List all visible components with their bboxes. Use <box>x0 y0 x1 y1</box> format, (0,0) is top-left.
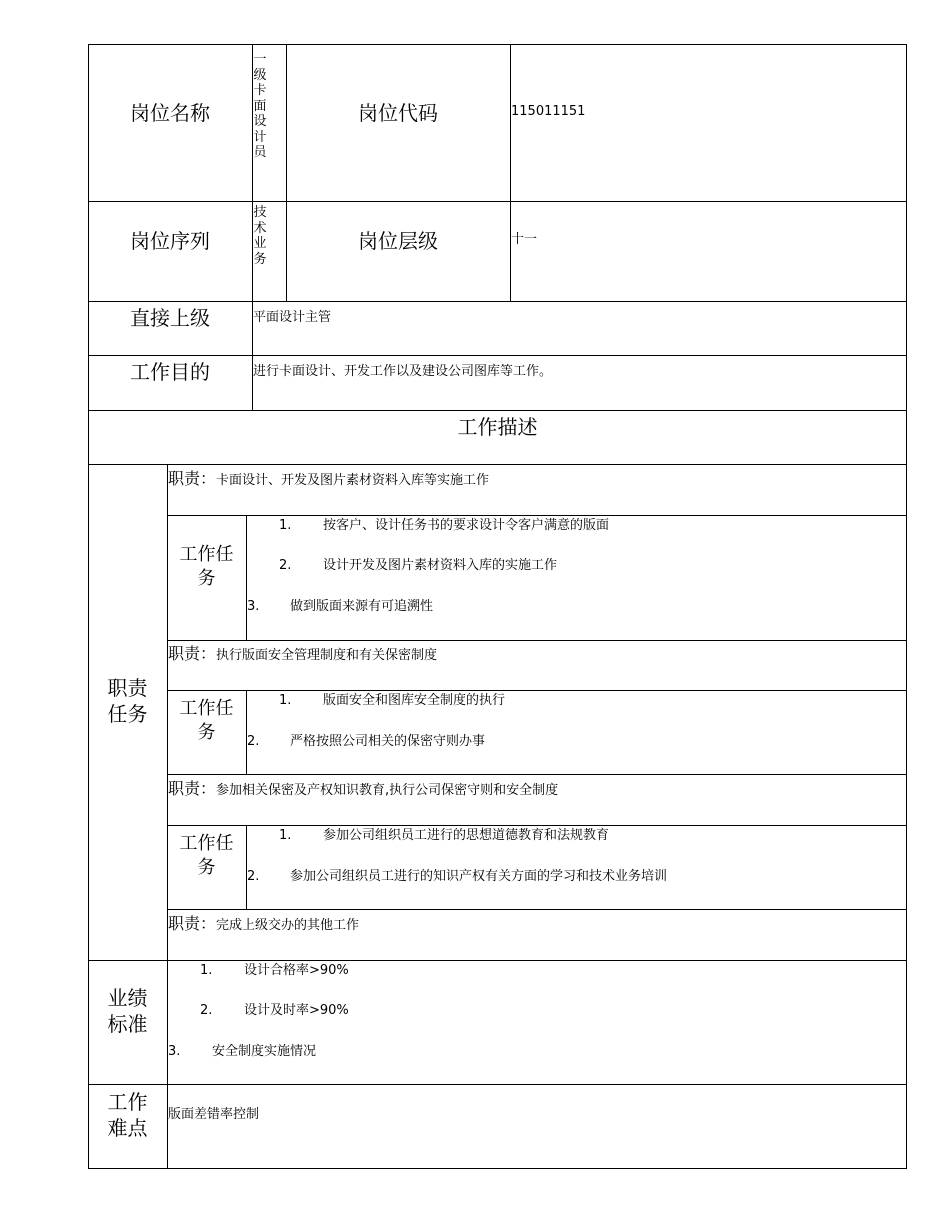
row-divider <box>88 1084 907 1085</box>
table-border-right <box>906 44 907 1169</box>
difficulty-value: 版面差错率控制 <box>168 1107 260 1122</box>
duty-title <box>168 781 558 799</box>
position-series-value: 技术业务 <box>253 205 267 267</box>
performance-item <box>200 1003 349 1019</box>
task-text: 参加公司组织员工进行的思想道德教育和法规教育 <box>323 828 610 843</box>
duty-prefix: 职责： <box>168 469 217 488</box>
position-name-label: 岗位名称 <box>130 101 210 125</box>
position-series-label: 岗位序列 <box>130 229 210 253</box>
performance-text: 设计及时率>90% <box>244 1003 349 1018</box>
purpose-value: 进行卡面设计、开发工作以及建设公司图库等工作。 <box>253 364 553 379</box>
row-divider <box>167 515 907 516</box>
performance-num: 1. <box>200 963 213 978</box>
position-level-label: 岗位层级 <box>358 229 438 253</box>
task-label: 工作任务 <box>179 833 234 878</box>
duty-text: 执行版面安全管理制度和有关保密制度 <box>216 648 438 663</box>
task-num: 2. <box>247 734 260 749</box>
position-code-value: 115011151 <box>511 104 586 119</box>
row-divider <box>167 640 907 641</box>
task-text: 做到版面来源有可追溯性 <box>290 599 434 614</box>
supervisor-value: 平面设计主管 <box>253 310 332 325</box>
duty-text: 卡面设计、开发及图片素材资料入库等实施工作 <box>216 473 490 488</box>
task-item <box>247 599 433 615</box>
row-divider <box>167 825 907 826</box>
task-item <box>279 518 609 534</box>
task-item <box>247 869 667 885</box>
performance-item <box>200 963 349 979</box>
col-divider <box>286 44 287 301</box>
duties-label: 职责任务 <box>107 676 148 726</box>
performance-label: 业绩标准 <box>107 986 148 1036</box>
position-code-label: 岗位代码 <box>358 101 438 125</box>
position-name-value: 一级卡面设计员 <box>253 52 267 160</box>
task-item <box>279 828 609 844</box>
task-label: 工作任务 <box>179 698 234 743</box>
col-divider <box>246 515 247 640</box>
task-label: 工作任务 <box>179 544 234 589</box>
section-title: 工作描述 <box>457 415 538 439</box>
col-divider <box>246 825 247 909</box>
duty-title <box>168 471 489 489</box>
task-text: 按客户、设计任务书的要求设计令客户满意的版面 <box>323 518 610 533</box>
duty-prefix: 职责： <box>168 779 217 798</box>
duty-text: 完成上级交办的其他工作 <box>216 918 360 933</box>
duty-text: 参加相关保密及产权知识教育,执行公司保密守则和安全制度 <box>216 783 559 798</box>
row-divider <box>167 690 907 691</box>
col-divider <box>246 690 247 774</box>
performance-item <box>168 1044 316 1060</box>
task-text: 严格按照公司相关的保密守则办事 <box>290 734 486 749</box>
row-divider <box>88 464 907 465</box>
task-item <box>247 734 485 750</box>
task-text: 参加公司组织员工进行的知识产权有关方面的学习和技术业务培训 <box>290 869 668 884</box>
task-num: 3. <box>247 599 260 614</box>
task-item <box>279 558 557 574</box>
performance-text: 安全制度实施情况 <box>212 1044 317 1059</box>
row-divider <box>167 909 907 910</box>
task-item <box>279 693 505 709</box>
task-num: 1. <box>279 518 292 533</box>
performance-text: 设计合格率>90% <box>244 963 349 978</box>
performance-num: 2. <box>200 1003 213 1018</box>
difficulty-label: 工作难点 <box>107 1090 148 1140</box>
task-num: 2. <box>279 558 292 573</box>
row-divider <box>88 960 907 961</box>
purpose-label: 工作目的 <box>130 360 210 384</box>
duty-title <box>168 646 437 664</box>
position-level-value: 十一 <box>511 232 538 247</box>
row-divider <box>88 201 907 202</box>
task-num: 1. <box>279 828 292 843</box>
supervisor-label: 直接上级 <box>130 306 210 330</box>
row-divider <box>88 301 907 302</box>
table-border-top <box>88 44 907 45</box>
task-num: 1. <box>279 693 292 708</box>
performance-num: 3. <box>168 1044 181 1059</box>
duty-prefix: 职责： <box>168 644 217 663</box>
col-divider <box>510 44 511 301</box>
task-text: 设计开发及图片素材资料入库的实施工作 <box>323 558 558 573</box>
row-divider <box>88 410 907 411</box>
task-text: 版面安全和图库安全制度的执行 <box>323 693 506 708</box>
row-divider <box>88 355 907 356</box>
table-border-bottom <box>88 1168 907 1169</box>
task-num: 2. <box>247 869 260 884</box>
duty-prefix: 职责： <box>168 914 217 933</box>
row-divider <box>167 774 907 775</box>
duty-title <box>168 916 359 934</box>
